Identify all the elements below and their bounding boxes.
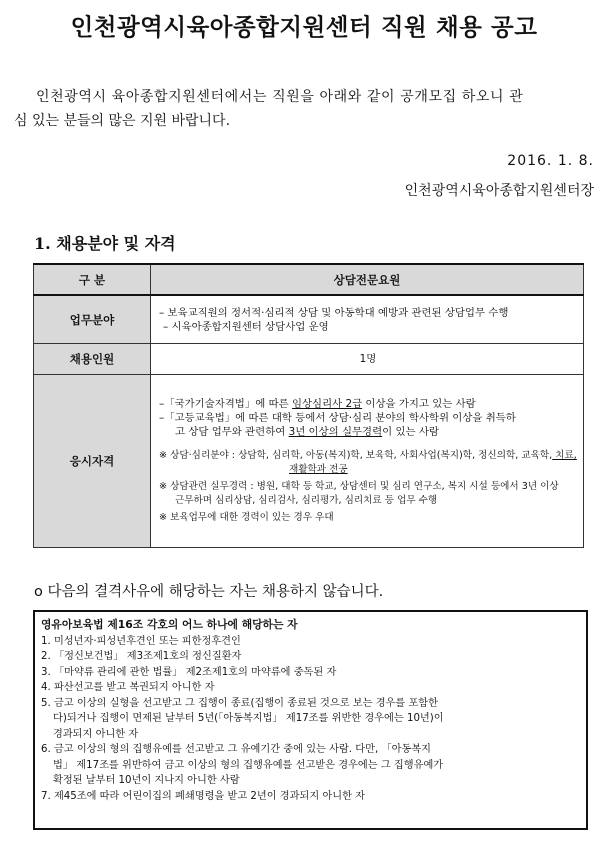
list-item-cont: 법」 제17조를 위반하여 금고 이상의 형의 집행유예를 선고받은 경우에는 그 집행유예가 — [53, 759, 444, 771]
announcement-date: 2016. 1. 8. — [507, 153, 594, 169]
list-item: 1. 미성년자·피성년후견인 또는 피한정후견인 — [41, 635, 241, 647]
duty-line-2: – 시육아종합지원센터 상담사업 운영 — [163, 320, 329, 333]
headcount-value: 1명 — [151, 344, 584, 375]
table-row-qualification — [34, 375, 584, 548]
list-item: 4. 파산선고를 받고 복권되지 아니한 자 — [41, 682, 215, 693]
note-text: ※ 상담·심리분야 : 상담학, 심리학, 아동(복지)학, 보육학, 사회사업(복지)학, 정신의학, 교육학, — [159, 450, 553, 461]
qualification-line-2: –「고등교육법」에 따른 대학 등에서 상담·심리 분야의 학사학위 이상을 취득하 — [159, 412, 516, 424]
issuing-organization: 인천광역시육아종합지원센터장 — [404, 183, 594, 199]
recruitment-table — [33, 263, 584, 548]
list-item: 5. 금고 이상의 실형을 선고받고 그 집행이 종료(집행이 종료된 것으로 보는 경우를 포함한 — [41, 697, 438, 709]
disqualification-title: 영유아보육법 제16조 각호의 어느 하나에 해당하는 자 — [41, 618, 298, 631]
note-counseling-field-cont: 재활학과 전공 — [289, 464, 348, 475]
table-row-duties — [34, 295, 584, 344]
note-underlined: 치료, — [552, 450, 577, 461]
headcount-label: 채용인원 — [34, 344, 151, 375]
qualification-text: –「국가기술자격법」에 따른 — [159, 398, 292, 410]
qualification-text: 이 있는 사람 — [382, 426, 439, 438]
qualification-line-1 — [159, 397, 577, 411]
intro-line-2: 심 있는 분들의 많은 지원 바랍니다. — [14, 113, 231, 129]
list-item-cont: 확정된 날부터 10년이 지나지 아니한 사람 — [53, 775, 240, 786]
intro-line-1: 인천광역시 육아종합지원센터에서는 직원을 아래와 같이 공개모집 하오니 관 — [36, 89, 524, 105]
duties-label: 업무분야 — [34, 295, 151, 344]
list-item: 6. 금고 이상의 형의 집행유예를 선고받고 그 유예기간 중에 있는 사람. 다만, 「아동복지 — [41, 744, 431, 755]
exclusion-heading: o 다음의 결격사유에 해당하는 자는 채용하지 않습니다. — [34, 584, 384, 600]
note-preference: ※ 보육업무에 대한 경력이 있는 경우 우대 — [159, 512, 334, 523]
qualification-underlined: 임상심리사 2급 — [291, 398, 363, 410]
list-item: 2. 「정신보건법」 제3조제1호의 정신질환자 — [41, 651, 242, 662]
duty-line-1: – 보육교직원의 정서적·심리적 상담 및 아동학대 예방과 관련된 상담업무 수행 — [159, 306, 509, 319]
table-header-row — [34, 264, 584, 295]
table-row-headcount — [34, 344, 584, 375]
qualification-text: 이상을 가지고 있는 사람 — [362, 398, 476, 410]
section-heading-recruitment: 1. 채용분야 및 자격 — [34, 234, 176, 253]
duties-content — [151, 295, 584, 344]
announcement-title: 인천광역시육아종합지원센터 직원 채용 공고 — [70, 13, 538, 41]
header-position: 상담전문요원 — [151, 264, 584, 295]
qualification-label: 응시자격 — [34, 375, 151, 548]
qualification-content — [151, 375, 584, 548]
disqualification-box — [33, 610, 588, 830]
note-experience: ※ 상담관련 실무경력 : 병원, 대학 등 학교, 상담센터 및 심리 연구소, 복지 시설 등에서 3년 이상 — [159, 481, 559, 492]
qualification-text: 고 상담 업무와 관련하여 — [175, 426, 289, 438]
note-counseling-field — [159, 449, 577, 463]
list-item-cont: 다)되거나 집행이 면제된 날부터 5년(「아동복지법」 제17조를 위반한 경우에는 10년)이 — [53, 713, 444, 724]
list-item-cont: 경과되지 아니한 자 — [53, 728, 139, 740]
qualification-underlined: 3년 이상의 실무경력 — [288, 426, 383, 438]
qualification-line-3 — [159, 425, 577, 439]
note-experience-cont: 근무하며 심리상담, 심리검사, 심리평가, 심리치료 등 업무 수행 — [175, 495, 438, 506]
list-item: 7. 제45조에 따라 어린이집의 폐쇄명령을 받고 2년이 경과되지 아니한 자 — [41, 790, 366, 802]
list-item: 3. 「마약류 관리에 관한 법률」 제2조제1호의 마약류에 중독된 자 — [41, 666, 337, 678]
header-category: 구 분 — [34, 264, 151, 295]
